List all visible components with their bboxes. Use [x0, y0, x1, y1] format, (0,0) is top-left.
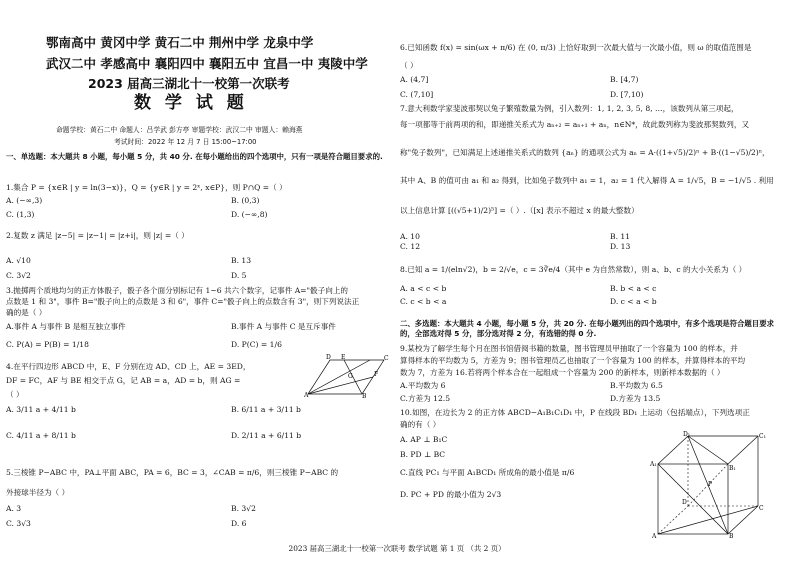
q6-stem: 6.已知函数 f(x) = sin(ωx + π/6) 在 (0, π/3) 上恰好取到一次最大值与一次最小值，则 ω 的取值范围是: [400, 43, 752, 52]
q9-stem-line-1: 9.某校为了解学生每个月在图书馆借阅书籍的数量，图书管理员甲抽取了一个容量为 100 的样本，并: [400, 344, 738, 353]
exam-meta-line-2: 考试时间：2022 年 12 月 7 日 15:00~17:00: [114, 138, 257, 146]
q7-stem-line-1: 7.意大利数学家斐波那契以兔子繁殖数量为例，引入数列：1, 1, 2, 3, 5, 8, …，该数列从第三项起，: [400, 104, 739, 113]
q3-stem-line-1: 3.抛掷两个质地均匀的正方体骰子，骰子各个面分别标记有 1~6 共六个数字，记事件 A="骰子向上的: [6, 286, 349, 295]
q9-option-d: D.方差为 13.5: [610, 394, 661, 403]
fig4-label-g: G: [348, 373, 353, 380]
q7-stem-line-5: 以上信息计算 [((√5+1)/2)⁵] =（ ）.（[x] 表示不超过 x 的最大整数）: [400, 206, 639, 215]
fig4-label-d: D: [326, 354, 331, 361]
fig10-label-d: D: [682, 499, 687, 506]
q3-option-a: A.事件 A 与事件 B 是相互独立事件: [6, 322, 126, 331]
q6-stem-line-2: （ ）: [400, 61, 418, 70]
fig4-label-c: C: [384, 355, 389, 362]
q5-option-c: C. 3√3: [6, 519, 31, 528]
q4-stem-line-2: DF = FC，AF 与 BE 相交于点 G，记 AB = a，AD = b，则 AG =: [6, 376, 241, 385]
fig10-label-c: C: [759, 505, 764, 512]
q10-option-a: A. AP ⊥ B₁C: [400, 435, 448, 444]
q5-option-b: B. 3√2: [231, 504, 256, 513]
q2-option-a: A. √10: [6, 256, 31, 265]
q2-option-c: C. 3√2: [6, 271, 31, 280]
q4-option-b: B. 6/11 a + 3/11 b: [231, 405, 301, 414]
q3-stem-line-3: 确的是（ ）: [6, 308, 47, 317]
q7-option-a: A. 10: [400, 232, 420, 241]
q7-option-b: B. 11: [610, 232, 631, 241]
q10-option-d: D. PC + PD 的最小值为 2√3: [400, 490, 502, 499]
q9-option-a: A.平均数为 6: [400, 381, 446, 390]
fig4-label-b: B: [362, 393, 367, 400]
q8-option-d: D. c < a < b: [610, 297, 657, 306]
q3-option-b: B.事件 A 与事件 C 是互斥事件: [231, 322, 336, 331]
q4-stem-line-1: 4.在平行四边形 ABCD 中，E、F 分别在边 AD、CD 上，AE = 3ED，: [6, 362, 251, 371]
fig4-label-e: E: [341, 354, 346, 361]
q7-option-c: C. 12: [400, 242, 421, 251]
fig10-label-c1: C₁: [759, 433, 766, 440]
q10-option-c: C.直线 PC₁ 与平面 A₁BCD₁ 所成角的最小值是 π/6: [400, 468, 575, 477]
q4-parallelogram-figure: [304, 352, 388, 398]
q8-option-c: C. c < b < a: [400, 297, 447, 306]
q5-option-d: D. 6: [231, 519, 247, 528]
fig4-label-a: A: [304, 392, 309, 399]
q1-option-b: B. (0,3): [231, 196, 260, 205]
q5-stem-line-2: 外接球半径为（ ）: [6, 488, 70, 497]
q9-option-c: C.方差为 12.5: [400, 394, 451, 403]
q9-stem-line-3: 数为 7，方差为 16.若将两个样本合在一起组成一个容量为 200 的新样本，则新样本数据的（ ）: [400, 368, 725, 377]
fig4-label-f: F: [374, 371, 379, 378]
q6-option-c: C. (7,10]: [400, 90, 434, 99]
q8-option-a: A. a < c < b: [400, 284, 447, 293]
q10-option-b: B. PD ⊥ BC: [400, 450, 446, 459]
q4-option-c: C. 4/11 a + 8/11 b: [6, 431, 76, 440]
q1-stem: 1.集合 P = {x∈R | y = ln(3−x)}，Q = {y∈R | y = 2ˣ, x∈P}，则 P∩Q =（ ）: [6, 183, 287, 192]
fig10-label-d1: D₁: [683, 431, 691, 438]
fig10-label-p: P: [708, 481, 713, 488]
section-1-heading: 一、单选题：本大题共 8 小题，每小题 5 分，共 40 分. 在每小题给出的四个选项中，只有一项是符合题目要求的.: [6, 152, 383, 161]
q8-stem: 8.已知 a = 1/(eln√2)，b = 2/√e，c = 3∛e/4（其中 e 为自然常数），则 a、b、c 的大小关系为（ ）: [400, 265, 747, 274]
q1-option-d: D. (−∞,8): [231, 210, 268, 219]
q4-option-d: D. 2/11 a + 6/11 b: [231, 431, 302, 440]
q2-stem: 2.复数 z 满足 |z−5| = |z−1| = |z+i|，则 |z| =（ ）: [6, 231, 189, 240]
q3-option-c: C. P(A) = P(B) = 1/18: [6, 340, 89, 349]
fig10-label-b: B: [729, 533, 734, 540]
q10-stem-line-1: 10.如图，在边长为 2 的正方体 ABCD−A₁B₁C₁D₁ 中，P 在线段 BD₁ 上运动（包括端点），下列选项正: [400, 408, 750, 417]
exam-meta-line-1: 命题学校：黄石二中 命题人：吕学武 彭方亭 审题学校：武汉二中 审题人：赖海燕: [56, 126, 303, 134]
q5-option-a: A. 3: [6, 504, 22, 513]
q7-option-d: D. 13: [610, 242, 631, 251]
q9-option-b: B.平均数为 6.5: [610, 381, 663, 390]
schools-line-2: 武汉二中 孝感高中 襄阳四中 襄阳五中 宜昌一中 夷陵中学: [46, 56, 368, 71]
q1-option-a: A. (−∞,3): [6, 196, 43, 205]
fig10-label-b1: B₁: [729, 465, 736, 472]
q5-stem-line-1: 5.三棱锥 P−ABC 中，PA⊥平面 ABC，PA = 6，BC = 3，∠CAB = π/6，则三棱锥 P−ABC 的: [6, 468, 339, 477]
subject-title: 数 学 试 题: [134, 93, 248, 113]
page-footer: 2023 届高三湖北十一校第一次联考 数学试题 第 1 页 （共 2 页）: [288, 544, 506, 553]
q10-stem-line-2: 确的有（ ）: [400, 420, 441, 429]
q6-option-d: D. [7,10): [610, 90, 644, 99]
q2-option-b: B. 13: [231, 256, 252, 265]
fig10-label-a: A: [652, 533, 657, 540]
q6-option-a: A. (4,7]: [400, 75, 429, 84]
q4-stem-line-3: （ ）: [6, 390, 24, 399]
q10-cube-figure: [650, 430, 766, 540]
schools-line-1: 鄂南高中 黄冈中学 黄石二中 荆州中学 龙泉中学: [46, 35, 314, 50]
exam-title: 2023 届高三湖北十一校第一次联考: [88, 76, 290, 91]
q6-option-b: B. [4,7): [610, 75, 639, 84]
q8-option-b: B. b < a < c: [610, 284, 657, 293]
q9-stem-line-2: 算得样本的平均数为 5，方差为 9；图书管理员乙也抽取了一个容量为 100 的样本，并算得样本的平均: [400, 356, 746, 365]
q7-stem-line-2: 每一项都等于前两项的和，即递推关系式为 aₙ₊₂ = aₙ₊₁ + aₙ，n∈N*，故此数列称为斐波那契数列，又: [400, 120, 750, 129]
q4-option-a: A. 3/11 a + 4/11 b: [6, 405, 76, 414]
section-2-heading: 二、多选题：本大题共 4 小题，每小题 5 分，共 20 分. 在每小题列出的四个选项中，有多个选项是符合题目要求的，全部选对得 5 分，部分选对得 2 分，有选错的得 0 分.: [400, 319, 774, 338]
q3-stem-line-2: 点数是 1 和 3"，事件 B="骰子向上的点数是 3 和 6"，事件 C="骰子向上的点数含有 3"，则下列说法正: [6, 297, 360, 306]
q7-stem-line-3: 称"兔子数列"，已知满足上述递推关系式的数列 {aₙ} 的通项公式为 aₙ = A·((1+√5)/2)ⁿ + B·((1−√5)/2)ⁿ，: [400, 148, 770, 157]
q7-stem-line-4: 其中 A、B 的值可由 a₁ 和 a₂ 得到，比如兔子数列中 a₁ = 1，a₂ = 1 代入解得 A = 1/√5，B = −1/√5 . 利用: [400, 176, 774, 185]
q2-option-d: D. 5: [231, 271, 247, 280]
q1-option-c: C. (1,3): [6, 210, 35, 219]
q3-option-d: D. P(C) = 1/6: [231, 340, 282, 349]
fig10-label-a1: A₁: [650, 461, 657, 468]
